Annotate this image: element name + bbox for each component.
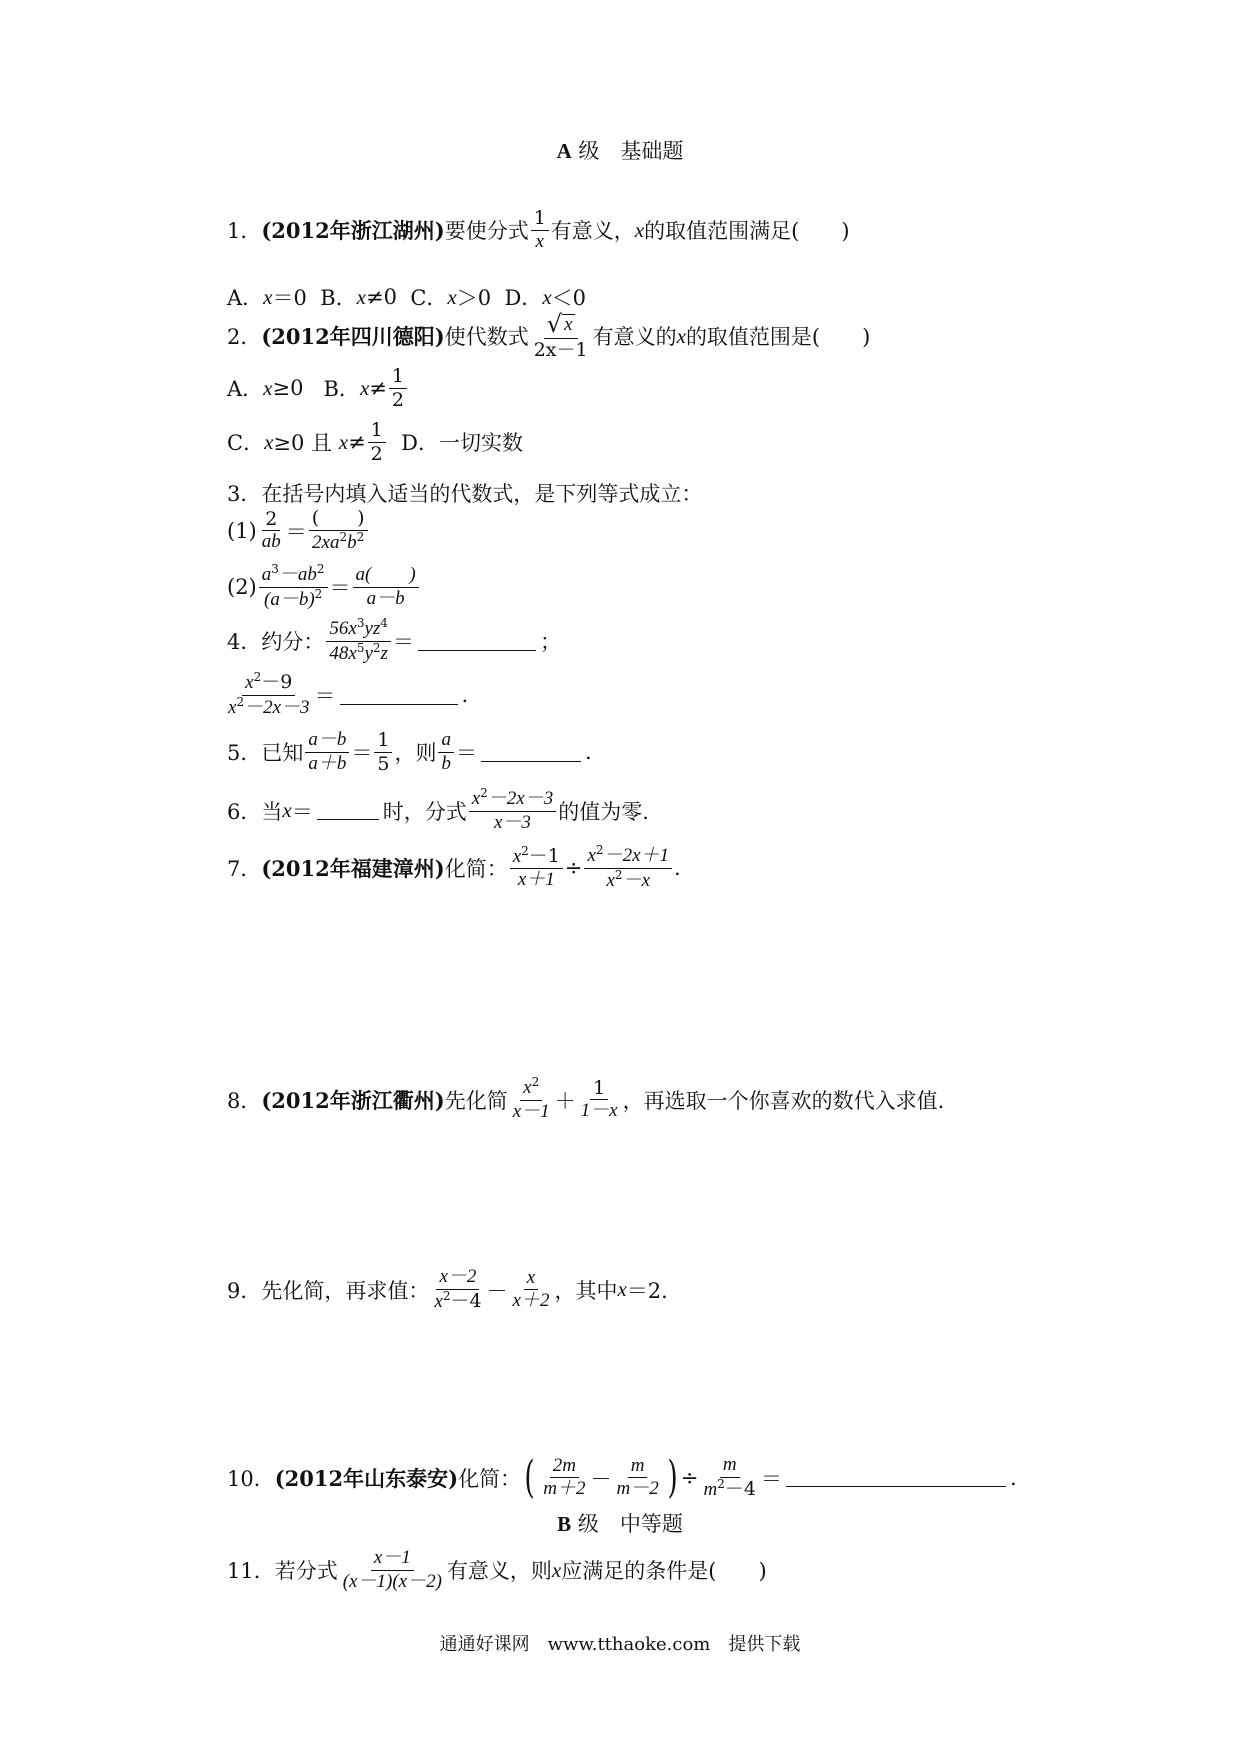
q8-f1-den: x－1 xyxy=(512,1100,550,1122)
question-1-options xyxy=(227,282,586,312)
q7-f2-num-a: x xyxy=(587,845,596,866)
q7-fraction-2 xyxy=(584,845,672,891)
q8-source: (2012年浙江衢州) xyxy=(261,1087,445,1113)
q2-opt-a-label: A． xyxy=(227,377,264,402)
q7-f2-num-s: 2 xyxy=(595,843,604,857)
q10-f3-den xyxy=(700,1478,758,1501)
q2-opt-c-label: C． xyxy=(227,431,265,456)
q7-f2-den-b: －x xyxy=(622,869,650,891)
q11-number: 11． xyxy=(227,1559,275,1584)
q1-opt-d-label: D． xyxy=(504,286,543,310)
q6-num-b: －2x－3 xyxy=(487,788,554,809)
q7-f1-num-s: 2 xyxy=(521,843,529,858)
q7-div: ÷ xyxy=(564,856,583,881)
q6-tail: 的值为零. xyxy=(558,799,649,824)
q3-1-right-num: ( ) xyxy=(309,508,368,531)
question-6 xyxy=(227,788,649,833)
q1-opt-d-val: ＜0 xyxy=(551,286,587,310)
q10-eq: ＝ xyxy=(760,1466,782,1491)
q10-left-paren: ( xyxy=(524,1451,535,1503)
q3-2-right-fraction xyxy=(353,565,419,609)
q7-f2-num xyxy=(584,845,672,869)
q3-1-left-fraction xyxy=(259,509,284,553)
q5-val-den: 5 xyxy=(377,752,390,775)
q2-opt-b-num: 1 xyxy=(389,366,407,389)
q3-2-num-sup2: 2 xyxy=(316,562,325,576)
question-2-options-1 xyxy=(227,366,409,410)
q2-var: x xyxy=(676,323,686,348)
q2-frac-num xyxy=(544,312,578,339)
q4-f2-num-b: －9 xyxy=(261,671,293,693)
q5-ab-den: b xyxy=(441,752,451,774)
q7-f1-num-a: x xyxy=(512,845,522,867)
q11-tail: 应满足的条件是( ) xyxy=(561,1559,767,1584)
q8-f1-num-a: x xyxy=(523,1077,532,1098)
answer-blank[interactable] xyxy=(786,1468,1006,1487)
q4-f1-den-c: z xyxy=(380,642,388,664)
q1-opt-a-val: ＝0 xyxy=(272,286,307,310)
q4-f1-den-a: 48x xyxy=(329,642,357,664)
q1-tail: 的取值范围满足( ) xyxy=(644,219,850,244)
q8-plus: ＋ xyxy=(554,1088,576,1113)
q8-prefix: 先化简 xyxy=(444,1088,508,1113)
q7-f1-num xyxy=(510,843,563,870)
q4-f2-den xyxy=(225,696,313,719)
q4-2-eq: ＝ xyxy=(314,684,336,709)
q3-1-right-fraction xyxy=(309,508,368,553)
q7-f2-den xyxy=(603,869,653,892)
q7-f1-num-b: －1 xyxy=(528,844,560,867)
q5-frac-num: a－b xyxy=(305,730,349,753)
q2-frac-den: 2x－1 xyxy=(533,338,588,361)
q3-2-num-b: －ab xyxy=(278,564,317,585)
question-1 xyxy=(227,208,850,252)
q3-2-left-den xyxy=(261,588,325,611)
q1-post: 有意义， xyxy=(550,219,635,244)
q1-source: (2012年浙江湖州) xyxy=(261,218,445,244)
q3-1-den-b: b xyxy=(347,531,357,553)
q1-opt-c-val: ＞0 xyxy=(456,286,492,310)
q2-opt-b-var: x xyxy=(359,375,370,400)
q3-2-den-a: (a－b) xyxy=(264,588,315,610)
question-3-part-1 xyxy=(227,508,370,553)
q11-post: 有意义，则 xyxy=(446,1559,552,1584)
q2-opt-b-label: B． xyxy=(323,377,360,402)
q4-2-end: . xyxy=(461,683,469,708)
q2-opt-b-fraction xyxy=(389,366,407,410)
answer-blank[interactable] xyxy=(317,801,379,820)
q9-f2-num: x xyxy=(524,1268,538,1291)
q5-frac-den: a＋b xyxy=(308,752,347,774)
q7-source: (2012年福建漳州) xyxy=(261,856,445,882)
q3-2-right-den: a－b xyxy=(366,587,405,609)
q10-f3-den-b: －4 xyxy=(724,1477,756,1500)
q2-opt-c-var2: x xyxy=(338,429,349,454)
q2-prefix: 使代数式 xyxy=(444,325,529,350)
q9-mid: ，其中 xyxy=(554,1278,618,1303)
q8-tail: ，再选取一个你喜欢的数代入求值. xyxy=(622,1088,945,1113)
q11-var: x xyxy=(551,1557,562,1582)
q3-number: 3． xyxy=(227,482,262,506)
q6-frac-den: x－3 xyxy=(493,811,531,833)
answer-blank[interactable] xyxy=(418,632,536,651)
q1-fraction xyxy=(531,208,549,252)
q2-radical: √ xyxy=(546,310,563,338)
answer-blank[interactable] xyxy=(481,743,581,762)
q3-1-right-den xyxy=(309,531,367,554)
q6-number: 6． xyxy=(227,799,262,824)
q2-opt-c-den: 2 xyxy=(370,442,383,465)
question-4 xyxy=(227,618,561,664)
q10-minus: － xyxy=(590,1466,612,1491)
q9-f1-den-a: x xyxy=(434,1290,443,1312)
q3-2-left-fraction xyxy=(259,564,328,610)
q2-tail: 的取值范围是( ) xyxy=(685,325,871,350)
q4-f1-den-s1: 5 xyxy=(356,640,365,655)
q10-f3-den-s: 2 xyxy=(717,1476,725,1491)
q3-1-label: (1) xyxy=(227,518,257,543)
question-8 xyxy=(227,1077,944,1122)
q6-prefix: 当 xyxy=(261,799,283,824)
q10-f1-num: 2m xyxy=(550,1456,579,1479)
q4-f2-den-s: 2 xyxy=(236,694,245,709)
q5-prefix: 已知 xyxy=(261,741,304,766)
q9-prefix: 先化简，再求值： xyxy=(261,1278,430,1303)
q1-opt-c-label: C． xyxy=(410,286,448,310)
q10-f3-den-a: m xyxy=(703,1478,718,1500)
q5-mid: ，则 xyxy=(394,741,437,766)
q9-fraction-1 xyxy=(431,1267,484,1312)
q2-number: 2． xyxy=(227,325,262,350)
q10-number: 10． xyxy=(227,1466,275,1491)
q3-1-eq: ＝ xyxy=(285,519,307,544)
q5-fraction xyxy=(305,730,349,774)
q7-f2-num-b: －2x＋1 xyxy=(603,845,669,866)
question-2 xyxy=(227,312,870,360)
q2-opt-a-val: ≥0 xyxy=(272,376,304,401)
q10-f3-num: m xyxy=(720,1455,740,1478)
section-heading-a xyxy=(0,135,1240,165)
question-4-part-2 xyxy=(223,672,468,718)
q4-f2-num xyxy=(242,672,295,696)
q4-fraction-2 xyxy=(225,672,313,718)
question-3-part-2 xyxy=(227,564,421,610)
heading-a-letter: A xyxy=(556,139,572,163)
q5-ab-num: a xyxy=(438,730,454,753)
q4-eq: ＝ xyxy=(392,630,414,655)
q3-2-den-sup: 2 xyxy=(314,586,323,601)
q4-f1-den-s2: 2 xyxy=(372,640,381,655)
q8-f1-num-s: 2 xyxy=(531,1075,540,1089)
question-3 xyxy=(227,478,702,508)
q1-opt-b-val: ≠0 xyxy=(366,285,397,309)
q2-opt-c-num: 1 xyxy=(368,420,386,443)
q10-prefix: 化简： xyxy=(458,1466,522,1491)
q2-opt-b-val: ≠ xyxy=(369,376,387,401)
q8-f2-num: 1 xyxy=(590,1078,608,1101)
q5-number: 5． xyxy=(227,741,262,766)
q9-f1-den-b: －4 xyxy=(450,1289,482,1312)
q8-f1-num xyxy=(520,1077,542,1101)
q1-opt-c-var: x xyxy=(447,284,457,309)
q11-prefix: 若分式 xyxy=(274,1559,338,1584)
q9-f1-den xyxy=(431,1290,484,1313)
q4-text: 约分： xyxy=(261,630,325,655)
heading-a-text: 级 基础题 xyxy=(578,139,684,163)
q2-fraction xyxy=(531,312,591,360)
q10-fraction-1 xyxy=(540,1456,588,1500)
q5-end: . xyxy=(584,740,592,765)
q11-frac-num: x－1 xyxy=(371,1548,414,1571)
q2-radicand: x xyxy=(564,314,573,336)
question-2-options-2 xyxy=(227,420,523,464)
q3-1-den-sup: 2 xyxy=(339,529,348,544)
q1-frac-num: 1 xyxy=(531,208,549,231)
q9-f1-num: x－2 xyxy=(436,1267,479,1290)
q6-eq: ＝ xyxy=(291,799,313,824)
q7-f2-den-a: x xyxy=(606,869,615,891)
question-7 xyxy=(227,845,681,891)
q8-f2-den: 1－x xyxy=(580,1100,618,1122)
question-11 xyxy=(227,1548,767,1592)
q6-mid: 时，分式 xyxy=(382,799,467,824)
q10-f2-den: m－2 xyxy=(616,1478,659,1500)
question-10 xyxy=(227,1451,1017,1503)
q9-f2-den: x＋2 xyxy=(512,1290,550,1312)
q5-eq: ＝ xyxy=(351,741,373,766)
q3-2-label: (2) xyxy=(227,575,257,600)
q9-var: x xyxy=(617,1277,627,1302)
q4-f2-num-a: x xyxy=(245,672,254,693)
q7-fraction-1 xyxy=(510,843,563,891)
q4-fraction-1 xyxy=(326,618,391,664)
q4-semicolon: ； xyxy=(539,630,561,655)
q4-f1-den-b: y xyxy=(364,642,373,664)
q9-number: 9． xyxy=(227,1278,262,1303)
q4-f2-den-b: －2x－3 xyxy=(244,696,310,718)
sqrt-symbol xyxy=(547,312,575,336)
q7-end: . xyxy=(674,856,681,881)
q7-prefix: 化简： xyxy=(444,857,508,882)
q4-f1-num-b: yz xyxy=(364,618,381,639)
q9-val: ＝2. xyxy=(626,1278,668,1303)
q6-num-a: x xyxy=(471,788,481,809)
q2-opt-d-text: 一切实数 xyxy=(438,431,523,456)
q8-fraction-1 xyxy=(510,1077,553,1122)
q4-f1-den xyxy=(326,642,391,665)
q1-prefix: 要使分式 xyxy=(444,219,529,244)
q1-opt-b-label: B． xyxy=(320,286,357,310)
q6-var: x xyxy=(282,798,292,823)
q1-opt-d-var: x xyxy=(542,284,552,309)
page-footer: 通通好课网 www.tthaoke.com 提供下载 xyxy=(439,1634,801,1655)
q2-opt-c-ne: ≠ xyxy=(348,430,366,455)
q3-1-den-a: 2xa xyxy=(312,531,340,553)
q4-f1-num xyxy=(326,618,391,642)
q2-opt-c-var: x xyxy=(264,429,274,454)
q10-fraction-2 xyxy=(613,1456,661,1500)
q9-f1-den-s: 2 xyxy=(442,1288,451,1303)
q6-fraction xyxy=(469,788,557,833)
q5-val-num: 1 xyxy=(374,730,392,753)
q4-f1-num-s1: 3 xyxy=(356,616,365,630)
q4-f2-den-a: x xyxy=(228,696,237,718)
question-5 xyxy=(227,730,592,774)
q1-opt-a-label: A． xyxy=(227,286,264,310)
q8-number: 8． xyxy=(227,1088,262,1113)
q8-fraction-2 xyxy=(578,1078,621,1122)
q10-f1-den: m＋2 xyxy=(543,1478,586,1500)
question-9 xyxy=(227,1267,668,1312)
q2-opt-a-var: x xyxy=(263,375,273,400)
q3-1-left-den: ab xyxy=(261,531,281,553)
heading-b-text: 级 中等题 xyxy=(577,1512,683,1536)
q2-opt-c-mid: ≥0 且 xyxy=(273,431,333,456)
q10-right-paren: ) xyxy=(667,1451,678,1503)
q5-value-fraction xyxy=(374,730,392,774)
section-heading-b xyxy=(0,1508,1240,1538)
q10-end: . xyxy=(1009,1465,1017,1490)
q5-ab-fraction xyxy=(438,730,454,774)
q3-2-num-a: a xyxy=(261,564,272,585)
q3-2-left-num xyxy=(259,564,328,588)
q3-2-num-sup: 3 xyxy=(271,562,279,576)
q2-source: (2012年四川德阳) xyxy=(261,324,445,350)
q11-fraction xyxy=(340,1548,445,1592)
q5-eq2: ＝ xyxy=(455,741,477,766)
q1-frac-den: x xyxy=(535,230,544,252)
q3-1-left-num: 2 xyxy=(262,509,280,532)
q7-f2-den-s: 2 xyxy=(614,867,623,882)
q3-text: 在括号内填入适当的代数式，是下列等式成立： xyxy=(261,482,703,506)
q2-opt-c-fraction xyxy=(368,420,386,464)
q9-fraction-2 xyxy=(510,1268,553,1312)
q4-f1-num-s2: 4 xyxy=(380,616,388,630)
q2-opt-d-label: D． xyxy=(401,431,439,456)
q1-opt-b-var: x xyxy=(356,284,366,309)
q6-frac-num xyxy=(469,788,557,812)
answer-blank[interactable] xyxy=(340,686,458,705)
q11-frac-den: (x－1)(x－2) xyxy=(342,1570,442,1592)
q7-number: 7． xyxy=(227,857,262,882)
q1-opt-a-var: x xyxy=(263,284,273,309)
q10-source: (2012年山东泰安) xyxy=(274,1465,459,1491)
q6-num-s: 2 xyxy=(480,786,488,800)
q4-f2-num-s: 2 xyxy=(253,670,262,684)
q1-number: 1． xyxy=(227,219,262,244)
q10-fraction-3 xyxy=(700,1455,758,1500)
q3-2-right-num: a( ) xyxy=(353,565,419,588)
q3-2-eq: ＝ xyxy=(329,576,351,601)
q10-f2-num: m xyxy=(628,1456,648,1479)
q4-number: 4． xyxy=(227,630,262,655)
q1-var: x xyxy=(634,217,645,242)
q7-f1-den: x＋1 xyxy=(517,869,555,891)
q10-div: ÷ xyxy=(680,1465,699,1490)
q3-1-den-sup2: 2 xyxy=(356,529,365,544)
q4-f1-num-a: 56x xyxy=(329,618,357,639)
q9-minus: － xyxy=(486,1278,508,1303)
q2-post: 有意义的 xyxy=(592,325,677,350)
heading-b-letter: B xyxy=(557,1512,572,1536)
q2-opt-b-den: 2 xyxy=(391,388,404,411)
